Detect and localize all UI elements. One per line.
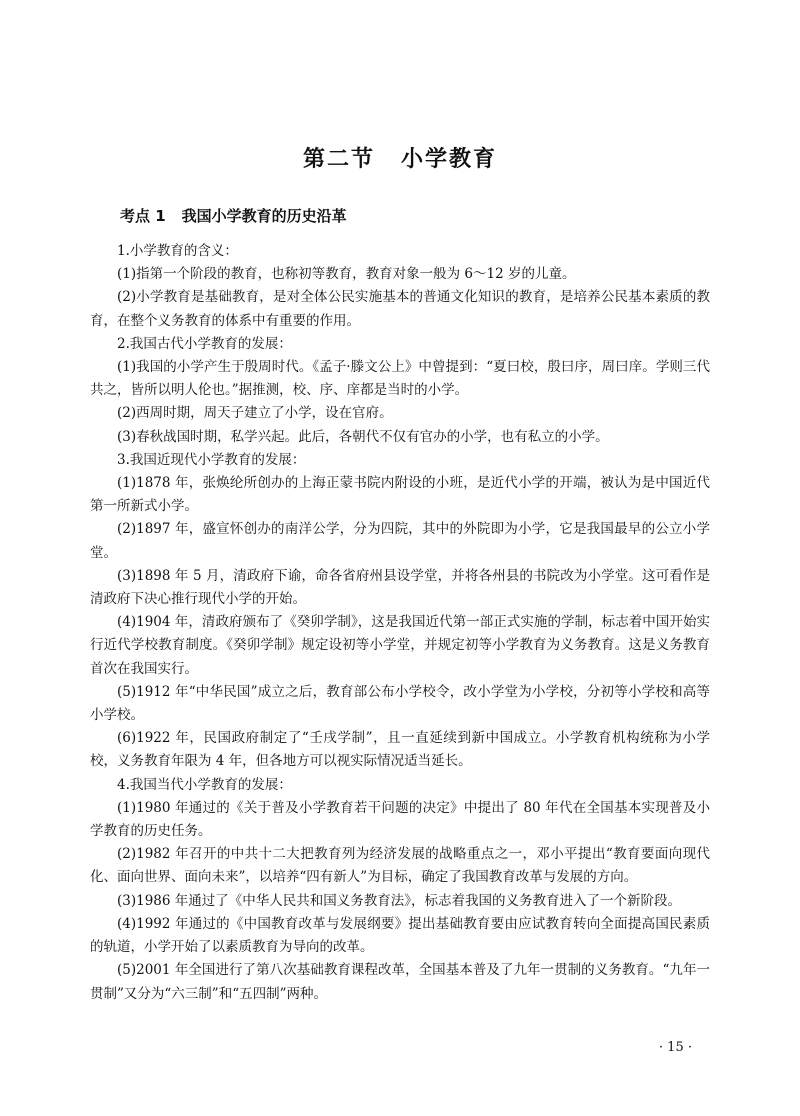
- paragraph: (2)1897 年，盛宣怀创办的南洋公学，分为四院，其中的外院即为小学，它是我国最早的公立小学堂。: [90, 521, 710, 561]
- paragraph: (1)指第一个阶段的教育，也称初等教育，教育对象一般为 6～12 岁的儿童。: [117, 266, 576, 283]
- paragraph: (3)1898 年 5 月，清政府下谕，命各省府州县设学堂，并将各州县的书院改为小学堂。这可看作是清政府下决心推行现代小学的开始。: [90, 567, 710, 608]
- page-content: [90, 142, 710, 1006]
- page-number: · 15 ·: [658, 1040, 692, 1055]
- paragraph: (2)小学教育是基础教育，是对全体公民实施基本的普通文化知识的教育，是培养公民基本素质的教育，在整个义务教育的体系中有重要的作用。: [90, 289, 710, 329]
- paragraph: (4)1904 年，清政府颁布了《癸卯学制》，这是我国近代第一部正式实施的学制，标志着中国开始实行近代学校教育制度。《癸卯学制》规定设初等小学堂，并规定初等小学教育为义务教育。这是义务教育首次在我国实行。: [90, 614, 710, 677]
- paragraph: (5)2001 年全国进行了第八次基础教育课程改革，全国基本普及了九年一贯制的义务教育。“九年一贯制”又分为“六三制”和“五四制”两种。: [90, 962, 710, 1002]
- topic-text: 我国小学教育的历史沿革: [181, 207, 347, 225]
- paragraph: (1)1878 年，张焕纶所创办的上海正蒙书院内附设的小班，是近代小学的开端，被认为是中国近代第一所新式小学。: [90, 475, 710, 515]
- topic-heading: [120, 205, 710, 226]
- section-heading-text: 小学教育: [401, 147, 498, 172]
- paragraph: (1)1980 年通过的《关于普及小学教育若干问题的决定》中提出了 80 年代在全国基本实现普及小学教育的历史任务。: [90, 799, 710, 840]
- paragraph: (3)1986 年通过了《中华人民共和国义务教育法》，标志着我国的义务教育进入了一个新阶段。: [117, 892, 682, 909]
- paragraph: (2)1982 年召开的中共十二大把教育列为经济发展的战略重点之一，邓小平提出“教育要面向现代化、面向世界、面向未来”，以培养“四有新人”为目标，确定了我国教育改革与发展的方向。: [90, 846, 710, 886]
- paragraph: 3.我国近现代小学教育的发展：: [117, 451, 306, 468]
- body-text: [90, 240, 710, 1006]
- paragraph: (1)我国的小学产生于殷周时代。《孟子·滕文公上》中曾提到：“夏曰校，殷曰序，周曰庠。学则三代共之，皆所以明人伦也。”据推测，校、序、庠都是当时的小学。: [90, 359, 710, 399]
- paragraph: (4)1992 年通过的《中国教育改革与发展纲要》提出基础教育要由应试教育转向全面提高国民素质的轨道，小学开始了以素质教育为导向的改革。: [90, 915, 710, 956]
- paragraph: (6)1922 年，民国政府制定了“壬戌学制”，且一直延续到新中国成立。小学教育机构统称为小学校，义务教育年限为 4 年，但各地方可以视实际情况适当延长。: [90, 730, 710, 770]
- paragraph: (2)西周时期，周天子建立了小学，设在官府。: [117, 405, 393, 422]
- paragraph: (5)1912 年“中华民国”成立之后，教育部公布小学校令，改小学堂为小学校，分初等小学校和高等小学校。: [90, 683, 710, 724]
- paragraph: 4.我国当代小学教育的发展：: [117, 776, 292, 793]
- topic-label: 考点 1: [120, 207, 166, 225]
- paragraph: 2.我国古代小学教育的发展：: [117, 335, 292, 352]
- section-title: [90, 142, 710, 173]
- section-label: 第二节: [302, 147, 375, 172]
- paragraph: 1.小学教育的含义：: [117, 243, 238, 259]
- paragraph: (3)春秋战国时期，私学兴起。此后，各朝代不仅有官办的小学，也有私立的小学。: [117, 428, 609, 445]
